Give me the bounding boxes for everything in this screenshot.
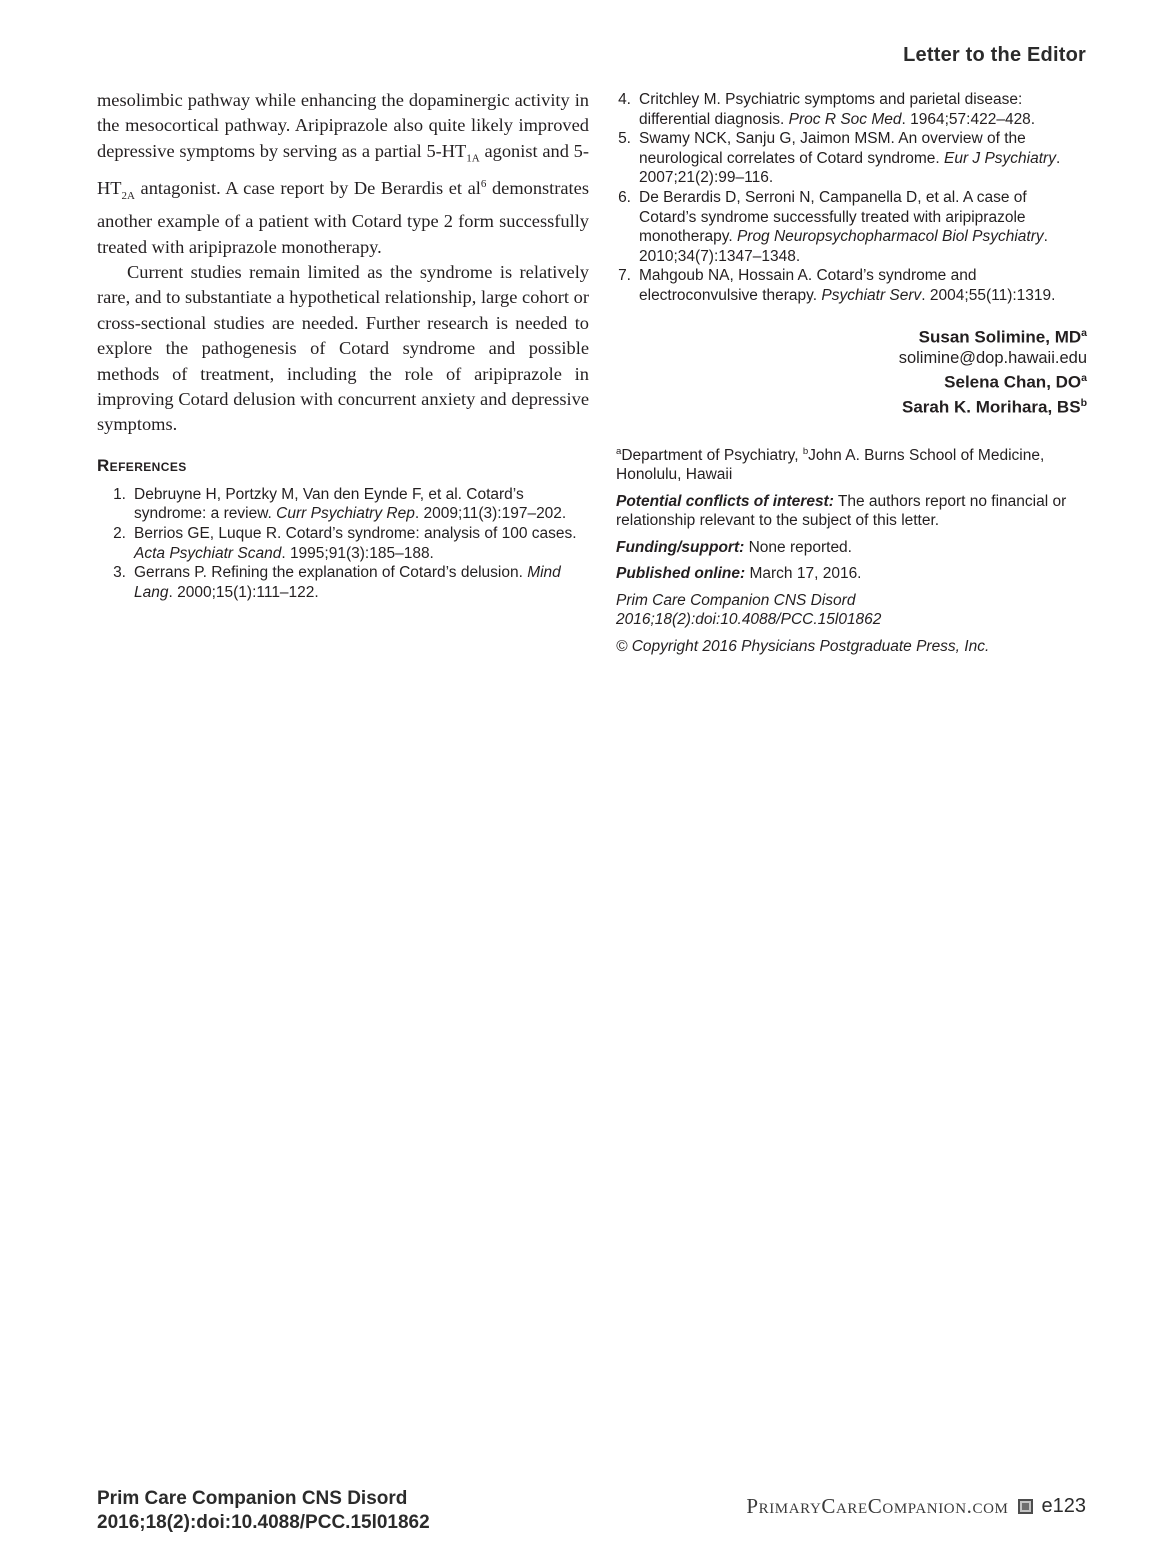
reference-text	[134, 524, 589, 563]
footer-journal-doi: 2016;18(2):doi:10.4088/PCC.15l01862	[97, 1511, 430, 1533]
reference-item	[616, 90, 1087, 129]
paragraph-text: agonist and 5-HT	[97, 140, 589, 199]
published-note	[616, 564, 1087, 584]
reference-number: 4.	[618, 91, 631, 108]
affiliation-superscript: a	[616, 445, 622, 457]
reference-item	[616, 266, 1087, 305]
affiliation-text: John A. Burns School of Medicine, Honolulu, Hawaii	[616, 446, 1045, 484]
references-heading: References	[97, 455, 187, 475]
reference-text	[639, 129, 1087, 188]
author-name	[616, 323, 1087, 348]
reference-text	[639, 188, 1087, 266]
reference-number: 3.	[113, 564, 126, 582]
ref-text-segment: . 2004;55(11):1319.	[921, 286, 1056, 304]
right-column	[616, 90, 1087, 656]
footer-page-number: e123	[1041, 1495, 1086, 1517]
ref-journal-name: Mind Lang	[134, 564, 561, 601]
reference-number: 2.	[113, 524, 126, 542]
ref-text-segment: Critchley M. Psychiatric symptoms and parietal disease: differential diagnosis.	[639, 91, 1023, 128]
running-head: Letter to the Editor	[903, 44, 1086, 66]
ref-text-segment: . 2007;21(2):99–116.	[639, 149, 1061, 187]
citation-line: Prim Care Companion CNS Disord 2016;18(2):doi:10.4088/PCC.15l01862	[616, 591, 882, 629]
ref-text-segment: Berrios GE, Luque R. Cotard’s syndrome: analysis of 100 cases.	[134, 524, 577, 542]
body-paragraph-1	[97, 88, 589, 260]
conflicts-note	[616, 492, 1087, 531]
affiliation-superscript: b	[802, 445, 809, 457]
ref-journal-name: Eur J Psychiatry	[943, 149, 1056, 167]
body-paragraph-2: Current studies remain limited as the syndrome is relatively rare, and to substantiate a hypothetical relationship, large cohort or cross-sectional studies are needed. Further research is needed to explore the pathogenesis of Cotard syndrome and possible methods of treatment, including the role of aripiprazole in improving Cotard delusion with concurrent anxiety and depressive symptoms.	[97, 261, 589, 435]
chem-subscript: 1A	[466, 152, 480, 165]
affiliation-text: Department of Psychiatry,	[621, 446, 803, 464]
author-block	[616, 323, 1087, 419]
published-text: March 17, 2016.	[745, 565, 862, 583]
reference-text	[134, 485, 589, 524]
reference-text	[134, 563, 589, 602]
conflicts-label: Potential conflicts of interest:	[616, 492, 834, 510]
reference-number: 5.	[618, 130, 631, 148]
ref-text-segment: De Berardis D, Serroni N, Campanella D, et al. A case of Cotard’s syndrome successfully treated with aripiprazole monotherapy.	[639, 188, 1027, 246]
paragraph-text: mesolimbic pathway while enhancing the dopaminergic activity in the mesocortical pathway. Aripiprazole also quite likely improved depressive symptoms by serving as a partial 5-HT	[97, 90, 589, 161]
ref-journal-name: Acta Psychiatr Scand	[134, 544, 282, 562]
ref-text-segment: . 1995;91(3):185–188.	[281, 544, 434, 562]
author-name-text: Selena Chan, DO	[944, 372, 1082, 392]
reference-item	[111, 485, 589, 524]
affiliation-superscript: a	[1081, 326, 1087, 339]
funding-note	[616, 538, 1087, 558]
chem-subscript: 2A	[121, 189, 135, 202]
ref-journal-name: Psychiatr Serv	[821, 286, 922, 304]
reference-number: 7.	[618, 267, 631, 285]
ref-text-segment: Gerrans P. Refining the explanation of Cotard’s delusion.	[134, 564, 528, 582]
reference-item	[111, 524, 589, 563]
ref-text-segment: Mahgoub NA, Hossain A. Cotard’s syndrome and electroconvulsive therapy.	[639, 267, 977, 304]
ref-journal-name: Curr Psychiatry Rep	[276, 505, 415, 523]
ref-text-segment: . 2000;15(1):111–122.	[168, 583, 319, 601]
affiliation-note	[616, 442, 1087, 485]
left-column	[97, 88, 589, 602]
footer-site-info	[746, 1494, 1086, 1519]
author-name-text: Susan Solimine, MD	[918, 327, 1082, 347]
framed-square-icon-inner	[1022, 1503, 1029, 1510]
reference-list-left	[97, 485, 589, 603]
ref-journal-name: Prog Neuropsychopharmacol Biol Psychiatry	[736, 228, 1044, 246]
reference-item	[616, 129, 1087, 188]
author-name	[616, 368, 1087, 393]
footer-site-url: PrimaryCareCompanion.com	[746, 1494, 1009, 1518]
ref-text-segment: . 1964;57:422–428.	[901, 110, 1036, 128]
citation-superscript: 6	[480, 177, 487, 190]
ref-text-segment: Debruyne H, Portzky M, Van den Eynde F, et al. Cotard’s syndrome: a review.	[134, 485, 524, 523]
reference-item	[616, 188, 1087, 266]
ref-text-segment: . 2010;34(7):1347–1348.	[639, 228, 1048, 265]
reference-text	[639, 90, 1087, 129]
ref-journal-name: Proc R Soc Med	[788, 110, 902, 128]
paragraph-text: demonstrates another example of a patient with Cotard type 2 form successfully treated with aripiprazole monotherapy.	[97, 178, 589, 257]
author-name	[616, 393, 1087, 418]
reference-item	[111, 563, 589, 602]
author-name-text: Sarah K. Morihara, BS	[902, 398, 1081, 417]
funding-text: None reported.	[744, 538, 852, 556]
published-label: Published online:	[616, 565, 746, 583]
funding-label: Funding/support:	[616, 538, 745, 556]
reference-text	[639, 266, 1087, 305]
affiliation-superscript: b	[1080, 397, 1087, 410]
author-email: solimine@dop.hawaii.edu	[898, 348, 1087, 367]
ref-text-segment: Swamy NCK, Sanju G, Jaimon MSM. An overview of the neurological correlates of Cotard syndrome.	[639, 130, 1026, 167]
affiliation-superscript: a	[1081, 372, 1087, 385]
reference-number: 1.	[113, 485, 126, 503]
reference-list-right	[616, 90, 1087, 306]
paragraph-text: antagonist. A case report by De Berardis et al	[134, 178, 481, 199]
reference-number: 6.	[618, 188, 631, 206]
framed-square-icon	[1018, 1499, 1033, 1514]
footer-journal-name: Prim Care Companion CNS Disord	[97, 1488, 408, 1509]
ref-text-segment: . 2009;11(3):197–202.	[414, 505, 567, 523]
footer-journal-info	[97, 1487, 430, 1534]
conflicts-text: The authors report no financial or relationship relevant to the subject of this letter.	[616, 492, 1067, 530]
copyright-line: © Copyright 2016 Physicians Postgraduate Press, Inc.	[616, 637, 990, 655]
